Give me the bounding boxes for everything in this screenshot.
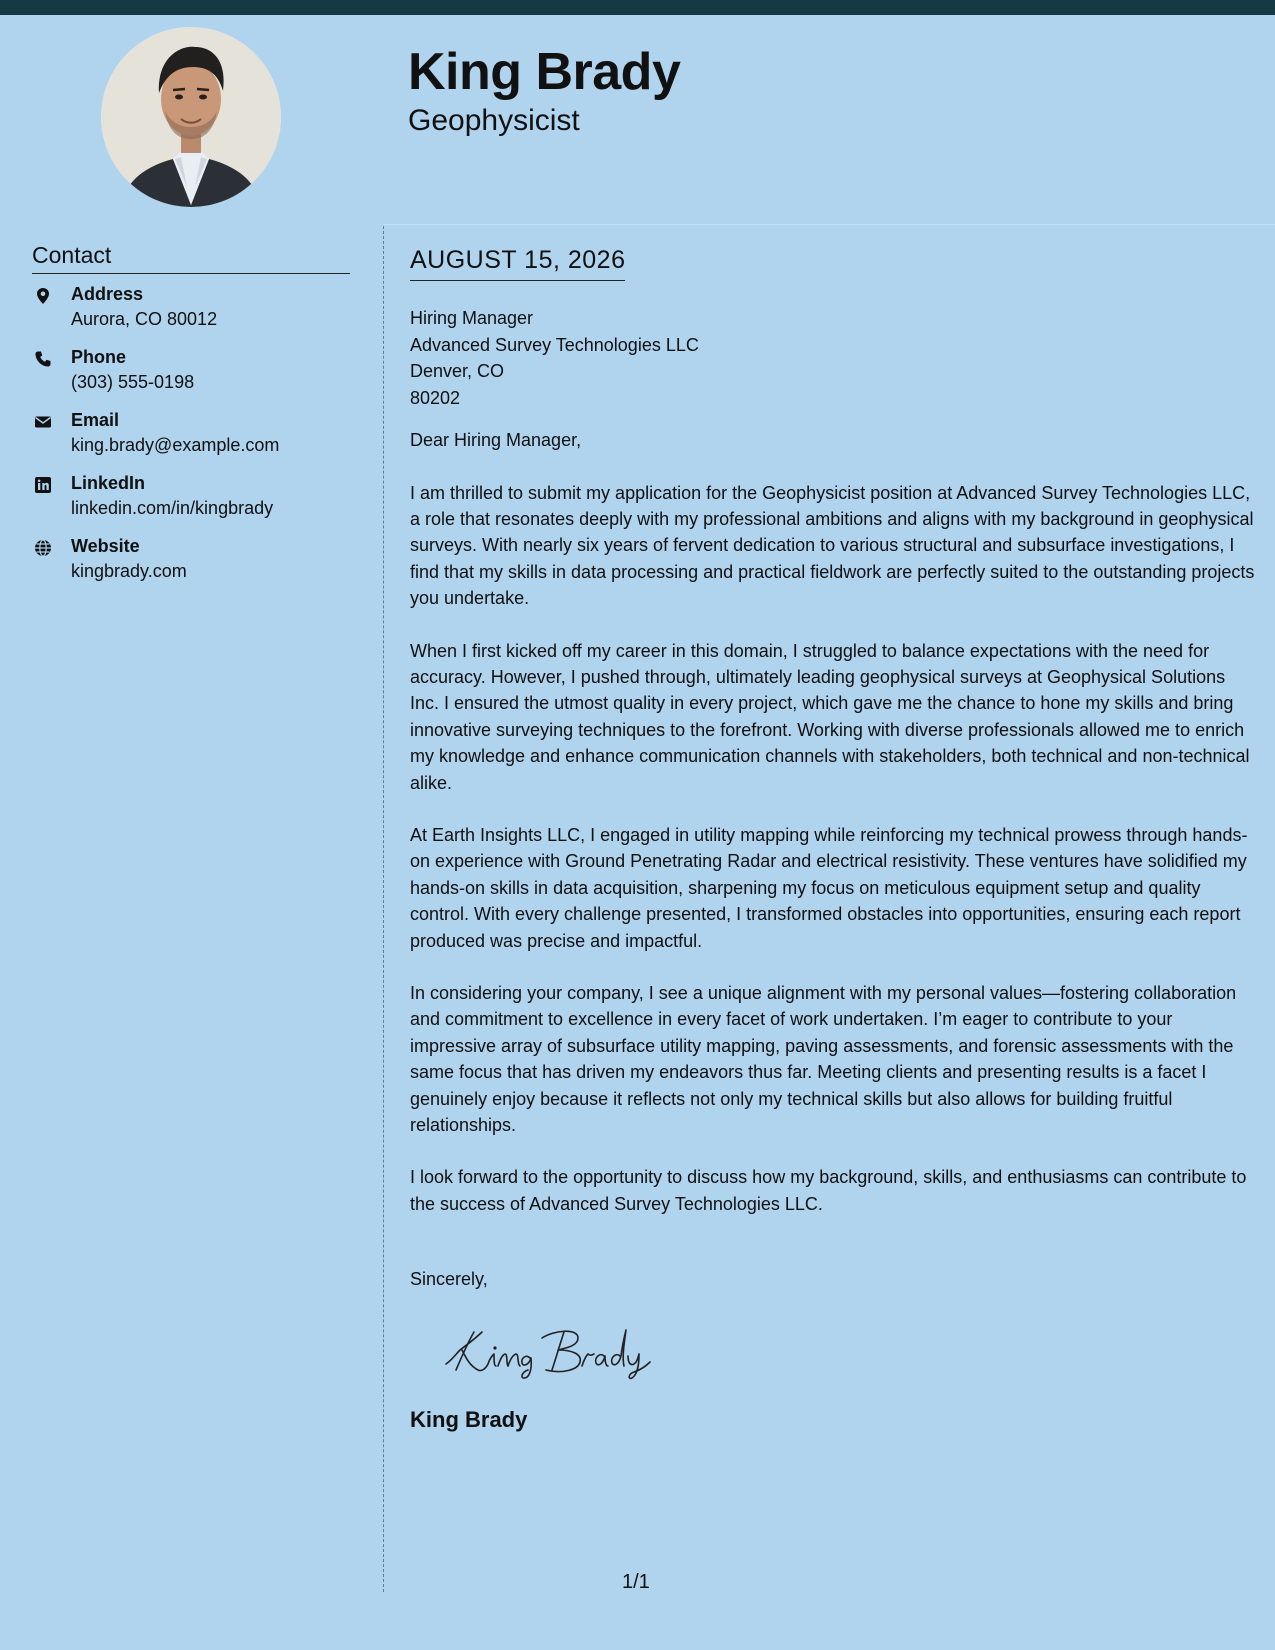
letter-date: AUGUST 15, 2026: [410, 246, 625, 281]
candidate-role: Geophysicist: [408, 104, 580, 137]
contact-label: LinkedIn: [71, 473, 146, 493]
globe-icon: [34, 539, 52, 557]
contact-heading: Contact: [32, 242, 350, 274]
column-divider: [383, 226, 384, 1592]
contact-label: Address: [71, 284, 144, 304]
contact-item-address: [32, 284, 362, 347]
page-number: 1/1: [622, 1571, 650, 1593]
salutation: Dear Hiring Manager,: [410, 430, 582, 450]
letter-paragraph: I am thrilled to submit my application for the Geophysicist position at Advanced Survey Technologies LLC, a role that resonates deeply with my professional ambitions and aligns with my background in geophysical surveys. With nearly six years of fervent dedication to various structural and subsurface investigations, I find that my skills in data processing and practical fieldwork are perfectly suited to the outstanding projects you undertake.: [410, 482, 1255, 609]
candidate-name: King Brady: [408, 43, 681, 101]
phone-icon: [34, 350, 52, 368]
contact-label: Email: [71, 410, 120, 430]
signer-name: King Brady: [410, 1407, 528, 1433]
email-icon: [34, 413, 52, 431]
closing: Sincerely,: [410, 1269, 488, 1290]
letter-paragraph: At Earth Insights LLC, I engaged in utility mapping while reinforcing my technical prowess through hands-on experience with Ground Penetrating Radar and electrical resistivity. These ventures have solidified my hands-on skills in data acquisition, sharpening my focus on meticulous equipment setup and quality control. With every challenge presented, I transformed obstacles into opportunities, ensuring each report produced was precise and impactful.: [410, 824, 1248, 951]
contact-item-website: [32, 536, 362, 599]
contact-item-email: [32, 410, 362, 473]
contact-value: Aurora, CO 80012: [71, 309, 218, 329]
letter-paragraph: I look forward to the opportunity to discuss how my background, skills, and enthusiasms can contribute to the success of Advanced Survey Technologies LLC.: [410, 1167, 1247, 1214]
letter-paragraph: In considering your company, I see a unique alignment with my personal values—fostering collaboration and commitment to excellence in every facet of work undertaken. I’m eager to contribute to your impressive array of subsurface utility mapping, paving assessments, and forensic assessments with the same focus that has driven my endeavors thus far. Meeting clients and presenting results is a facet I genuinely enjoy because it reflects not only my technical skills but also allows for building fruitful relationships.: [410, 983, 1237, 1136]
recipient-line: Hiring Manager: [410, 308, 534, 328]
profile-photo: [101, 27, 281, 207]
recipient-line: Advanced Survey Technologies LLC: [410, 334, 699, 355]
contact-value: kingbrady.com: [71, 561, 187, 581]
recipient-line: Denver, CO: [410, 361, 505, 381]
signature-image: [442, 1320, 662, 1380]
contact-value: linkedin.com/in/kingbrady: [71, 498, 274, 518]
contact-value: king.brady@example.com: [71, 435, 280, 455]
contact-label: Website: [71, 536, 140, 556]
contact-value: (303) 555-0198: [71, 372, 195, 392]
location-pin-icon: [34, 287, 52, 305]
header-divider: [384, 224, 1275, 225]
contact-list: [32, 284, 362, 599]
linkedin-icon: [34, 476, 52, 494]
recipient-block: [410, 305, 1255, 411]
top-accent-bar: [0, 0, 1275, 15]
contact-item-linkedin: [32, 473, 362, 536]
letter-paragraph: When I first kicked off my career in this domain, I struggled to balance expectations with the need for accuracy. However, I pushed through, ultimately leading geophysical surveys at Geophysical Solutions Inc. I ensured the utmost quality in every project, which gave me the chance to hone my skills and bring innovative surveying techniques to the forefront. Working with diverse professionals allowed me to enrich my knowledge and enhance communication channels with stakeholders, both technical and non-technical alike.: [410, 640, 1250, 793]
contact-label: Phone: [71, 347, 127, 367]
contact-item-phone: [32, 347, 362, 410]
letter-body: [410, 246, 1255, 1433]
recipient-line: 80202: [410, 387, 461, 408]
